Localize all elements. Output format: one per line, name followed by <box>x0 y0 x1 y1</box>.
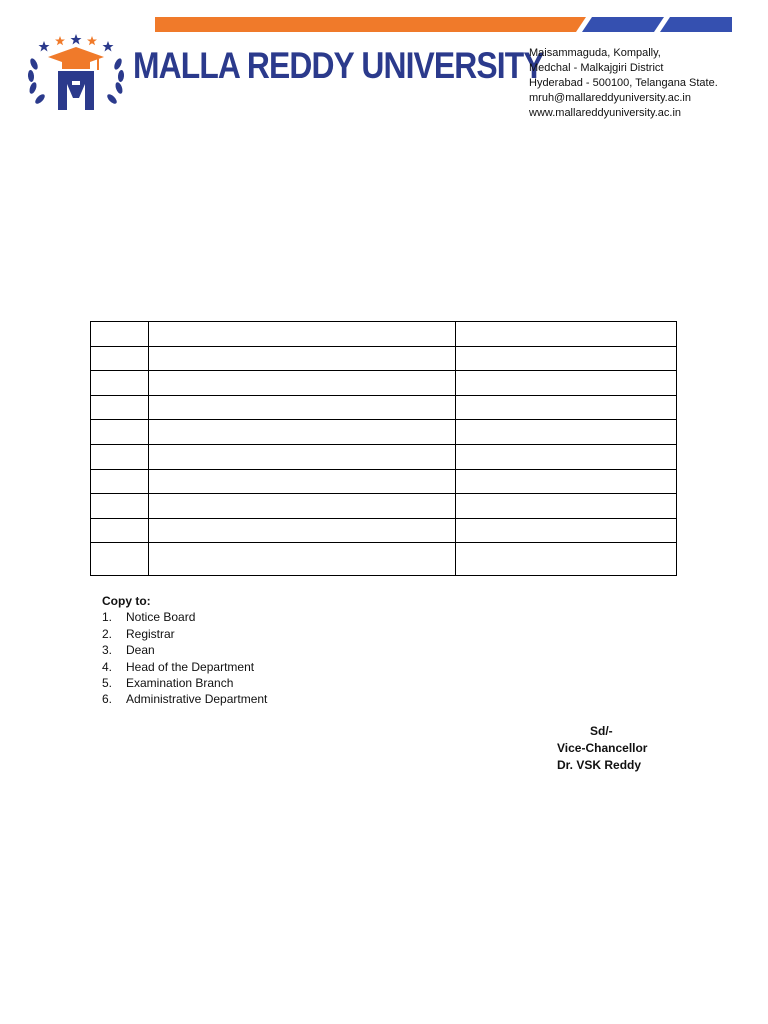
list-label: Administrative Department <box>126 692 268 707</box>
table-row <box>91 371 677 396</box>
table-cell <box>91 543 149 576</box>
signature-designation: Vice-Chancellor <box>557 741 648 755</box>
list-label: Dean <box>126 643 155 658</box>
table-cell <box>456 469 677 494</box>
signature-block <box>557 723 647 774</box>
address-line: Medchal - Malkajgiri District <box>529 62 664 74</box>
list-number: 1. <box>102 610 113 625</box>
blue-stripe-1 <box>582 17 664 32</box>
table-cell <box>91 371 149 396</box>
list-item <box>102 626 267 642</box>
university-address <box>529 46 718 121</box>
table-row <box>91 444 677 469</box>
university-logo-icon <box>24 34 128 114</box>
list-item <box>102 675 267 691</box>
university-name: MALLA REDDY UNIVERSITY <box>133 45 544 86</box>
list-item <box>102 642 267 658</box>
table-cell <box>456 518 677 543</box>
table-cell <box>91 322 149 347</box>
table-row <box>91 518 677 543</box>
table-row <box>91 420 677 445</box>
table-cell <box>149 518 456 543</box>
table-cell <box>91 444 149 469</box>
list-item <box>102 691 267 707</box>
table-cell <box>149 444 456 469</box>
empty-table <box>90 321 677 576</box>
table-cell <box>456 494 677 519</box>
address-line: Maisammaguda, Kompally, <box>529 47 661 59</box>
table-row <box>91 395 677 420</box>
table-cell <box>456 444 677 469</box>
table-cell <box>91 469 149 494</box>
table-cell <box>456 371 677 396</box>
copy-to-section <box>102 593 267 708</box>
list-number: 4. <box>102 659 113 674</box>
table-row <box>91 494 677 519</box>
table-cell <box>456 420 677 445</box>
table-cell <box>149 395 456 420</box>
table-cell <box>456 346 677 371</box>
orange-band <box>155 17 586 32</box>
copy-to-list <box>102 609 267 707</box>
list-item <box>102 609 267 625</box>
list-item <box>102 659 267 675</box>
signature-name: Dr. VSK Reddy <box>557 758 642 772</box>
table-row <box>91 346 677 371</box>
address-line: Hyderabad - 500100, Telangana State. <box>529 77 718 89</box>
table-cell <box>149 420 456 445</box>
table-cell <box>149 371 456 396</box>
website-line: www.mallareddyuniversity.ac.in <box>529 107 682 119</box>
table-cell <box>91 420 149 445</box>
table-cell <box>149 494 456 519</box>
table-cell <box>456 395 677 420</box>
list-number: 2. <box>102 626 113 641</box>
list-number: 5. <box>102 675 113 690</box>
signature-sd: Sd/- <box>590 724 613 738</box>
table-cell <box>456 322 677 347</box>
table-cell <box>149 469 456 494</box>
table-row <box>91 322 677 347</box>
list-number: 3. <box>102 643 113 658</box>
blue-stripe-2 <box>660 17 732 32</box>
table-row <box>91 543 677 576</box>
table-row <box>91 469 677 494</box>
table-cell <box>91 494 149 519</box>
table-cell <box>91 518 149 543</box>
table-cell <box>91 346 149 371</box>
list-label: Registrar <box>126 626 175 641</box>
list-label: Head of the Department <box>126 659 255 674</box>
table-cell <box>149 543 456 576</box>
table-cell <box>91 395 149 420</box>
table-cell <box>456 543 677 576</box>
email-line: mruh@mallareddyuniversity.ac.in <box>529 92 691 104</box>
copy-to-title: Copy to: <box>102 594 151 608</box>
list-label: Notice Board <box>126 610 196 625</box>
table-cell <box>149 346 456 371</box>
list-number: 6. <box>102 692 113 707</box>
table-cell <box>149 322 456 347</box>
list-label: Examination Branch <box>126 675 234 690</box>
